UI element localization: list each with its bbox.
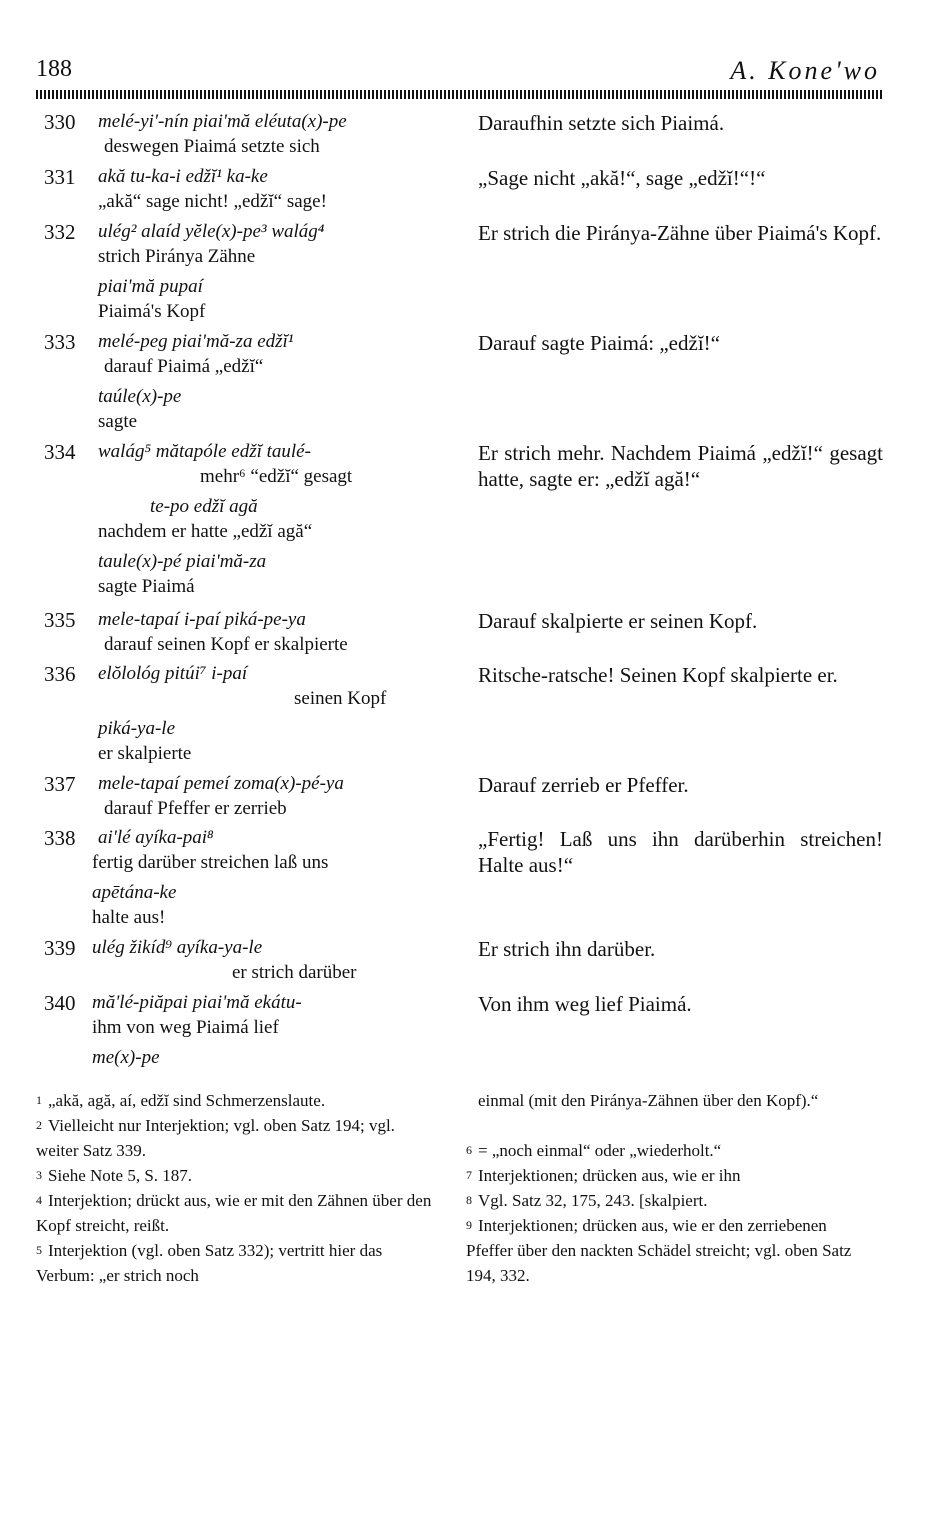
- entry-number: 338: [44, 826, 76, 850]
- text-line: taúle(x)-pe: [98, 386, 182, 407]
- translation: Darauf zerrieb er Pfeffer.: [478, 773, 689, 797]
- entry-number: 339: [44, 936, 76, 960]
- translation: Darauf sagte Piaimá: „edžĭ!“: [478, 331, 720, 355]
- gloss-line: deswegen Piaimá setzte sich: [104, 136, 320, 157]
- footnote-4: [36, 1188, 436, 1238]
- entry-number: 333: [44, 330, 76, 354]
- footnote-text: Interjektionen; drücken aus, wie er den zerriebenen Pfeffer über den nackten Schädel streicht; vgl. oben Satz 194, 332.: [466, 1216, 852, 1285]
- gloss-line: „akă“ sage nicht! „edžĭ“ sage!: [98, 191, 327, 212]
- gloss-line: darauf Piaimá „edžĭ“: [104, 356, 264, 377]
- footnote-mark: 3: [36, 1168, 42, 1182]
- translation: „Sage nicht „akă!“, sage „edžĭ!“!“: [478, 166, 766, 190]
- entry-number: 335: [44, 608, 76, 632]
- footnote-mark: 6: [466, 1143, 472, 1157]
- translation: Er strich mehr. Nachdem Piaimá „edžĭ!“ gesagt hatte, sagte er: „edžĭ agă!“: [478, 441, 883, 491]
- footnote-text: einmal (mit den Piránya-Zähnen über den Kopf).“: [478, 1091, 819, 1110]
- translation: Er strich ihn darüber.: [478, 937, 656, 961]
- text-line: te-po edžĭ agă: [150, 496, 258, 517]
- gloss-line: Piaimá's Kopf: [98, 301, 206, 322]
- footnote-text: Interjektionen; drücken aus, wie er ihn: [478, 1166, 741, 1185]
- footnote-5-continued: [466, 1088, 866, 1113]
- page-number: 188: [36, 56, 72, 82]
- translation: Ritsche-ratsche! Seinen Kopf skalpierte er.: [478, 663, 838, 687]
- text-line: melé-peg piai'mă-za edžĭ¹: [98, 331, 294, 352]
- gloss-line: er strich darüber: [232, 962, 357, 983]
- footnote-text: = „noch einmal“ oder „wiederholt.“: [478, 1141, 722, 1160]
- translation: Von ihm weg lief Piaimá.: [478, 992, 692, 1016]
- text-line: mă'lé-piăpai piai'mă ekátu-: [92, 992, 302, 1013]
- footnote-mark: 2: [36, 1118, 42, 1132]
- footnote-mark: 4: [36, 1193, 42, 1207]
- footnote-mark: 1: [36, 1093, 42, 1107]
- gloss-line: fertig darüber streichen laß uns: [92, 852, 329, 873]
- text-line: taule(x)-pé piai'mă-za: [98, 551, 267, 572]
- translation: Er strich die Piránya-Zähne über Piaimá's Kopf.: [478, 221, 882, 245]
- entry-number: 336: [44, 662, 76, 686]
- footnote-text: Interjektion (vgl. oben Satz 332); vertritt hier das Verbum: „er strich noch: [36, 1241, 383, 1285]
- footnote-3: [36, 1163, 436, 1188]
- entry-number: 334: [44, 440, 76, 464]
- text-line: piká-ya-le: [98, 718, 176, 739]
- text-line: ulég žikíd⁹ ayíka-ya-le: [92, 937, 263, 958]
- text-line: akă tu-ka-i edžĭ¹ ka-ke: [98, 166, 268, 187]
- footnote-mark: 5: [36, 1243, 42, 1257]
- text-line: melé-yi'-nín piai'mă eléuta(x)-pe: [98, 111, 347, 132]
- gloss-line: er skalpierte: [98, 743, 192, 764]
- text-line: apētána-ke: [92, 882, 177, 903]
- footnote-5: [36, 1238, 436, 1288]
- gloss-line: nachdem er hatte „edžĭ agă“: [98, 521, 313, 542]
- running-title: A. Kone'wo: [730, 56, 880, 85]
- footnote-6: [466, 1138, 866, 1163]
- translation: Daraufhin setzte sich Piaimá.: [478, 111, 725, 135]
- footnote-text: Vgl. Satz 32, 175, 243. [skalpiert.: [478, 1191, 708, 1210]
- footnote-1: [36, 1088, 436, 1113]
- gloss-line: darauf Pfeffer er zerrieb: [104, 798, 287, 819]
- entry-number: 340: [44, 991, 76, 1015]
- entry-number: 331: [44, 165, 76, 189]
- text-line: elŏlológ pitúi⁷ i-paí: [98, 663, 248, 684]
- footnote-mark: 7: [466, 1168, 472, 1182]
- footnote-8: [466, 1188, 866, 1213]
- text-line: ulég² alaíd yĕle(x)-pe³ walág⁴: [98, 221, 325, 242]
- footnote-text: Siehe Note 5, S. 187.: [48, 1166, 193, 1185]
- footnote-text: Vielleicht nur Interjektion; vgl. oben Satz 194; vgl. weiter Satz 339.: [36, 1116, 395, 1160]
- gloss-line: darauf seinen Kopf er skalpierte: [104, 634, 348, 655]
- gloss-line: sagte: [98, 411, 138, 432]
- entry-number: 330: [44, 110, 76, 134]
- gloss-line: seinen Kopf: [294, 688, 387, 709]
- footnote-9: [466, 1213, 866, 1288]
- gloss-line: halte aus!: [92, 907, 166, 928]
- text-line: me(x)-pe: [92, 1047, 160, 1068]
- text-line: ai'lé ayíka-pai⁸: [98, 827, 214, 848]
- footnote-7: [466, 1163, 866, 1188]
- footnote-mark: 8: [466, 1193, 472, 1207]
- translation: Darauf skalpierte er seinen Kopf.: [478, 609, 758, 633]
- gloss-line: mehr⁶ “edžĭ“ gesagt: [200, 466, 353, 487]
- translation: „Fertig! Laß uns ihn darüberhin streichen! Halte aus!“: [478, 827, 883, 877]
- footnote-text: Interjektion; drückt aus, wie er mit den Zähnen über den Kopf streicht, reißt.: [36, 1191, 432, 1235]
- entry-number: 332: [44, 220, 76, 244]
- text-line: walág⁵ mătapóle edžĭ taulé-: [98, 441, 311, 462]
- footnote-mark: 9: [466, 1218, 472, 1232]
- footnote-2: [36, 1113, 436, 1163]
- text-line: mele-tapaí i-paí piká-pe-ya: [98, 609, 306, 630]
- text-line: piai'mă pupaí: [98, 276, 203, 297]
- gloss-line: sagte Piaimá: [98, 576, 195, 597]
- entry-number: 337: [44, 772, 76, 796]
- gloss-line: ihm von weg Piaimá lief: [92, 1017, 279, 1038]
- header-rule: [36, 90, 882, 99]
- text-line: mele-tapaí pemeí zoma(x)-pé-ya: [98, 773, 344, 794]
- gloss-line: strich Piránya Zähne: [98, 246, 256, 267]
- footnote-text: „akă, agă, aí, edžĭ sind Schmerzenslaute.: [48, 1091, 326, 1110]
